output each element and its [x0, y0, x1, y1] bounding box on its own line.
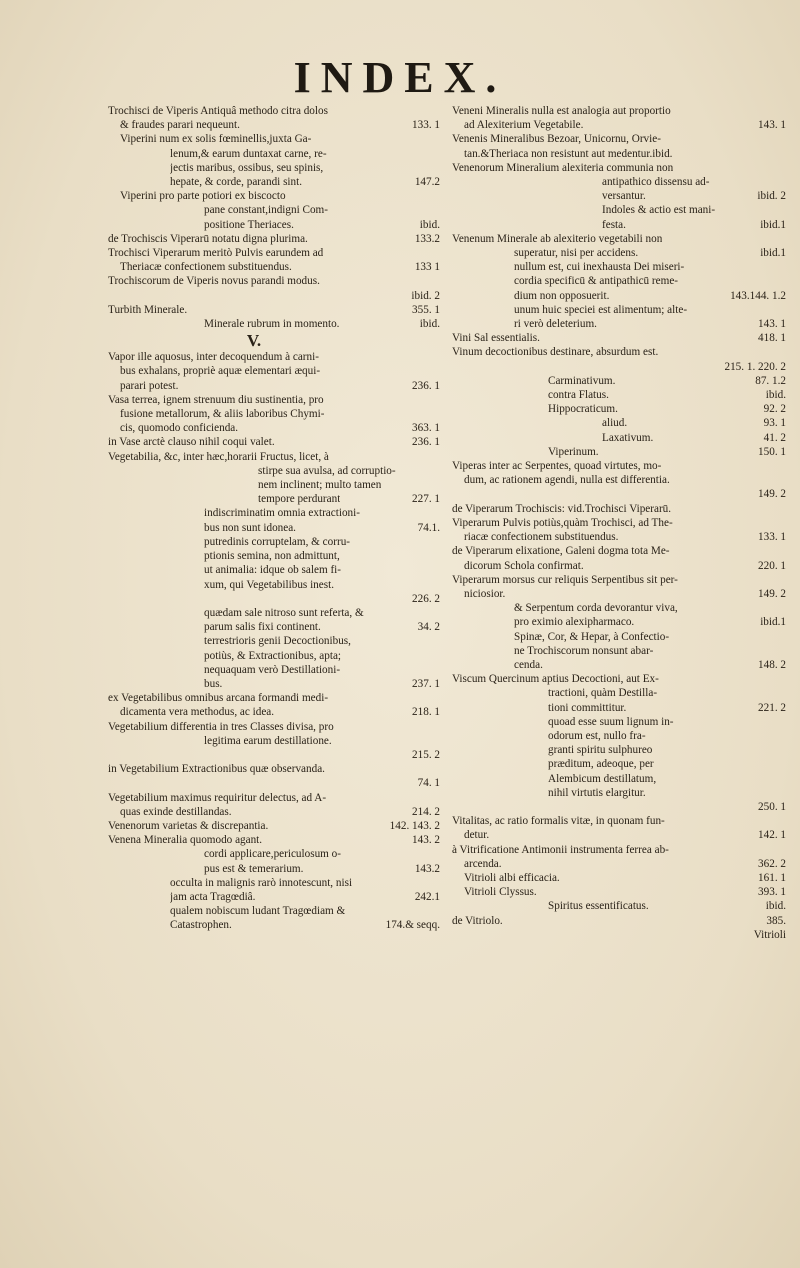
index-entry	[452, 317, 786, 331]
entry-text: nihil virtutis elargitur.	[548, 786, 646, 799]
entry-text: Trochisci Viperarum meritò Pulvis earundem ad	[108, 247, 324, 260]
page-reference: 226. 2	[412, 592, 440, 605]
index-entry	[452, 189, 786, 203]
entry-text: Vasa terrea, ignem strenuum diu sustinentia, pro	[108, 393, 324, 406]
index-entry	[452, 843, 786, 857]
entry-text: legitima earum destillatione.	[204, 734, 332, 747]
entry-text: Viperas inter ac Serpentes, quoad virtutes, mo-	[452, 460, 662, 473]
entry-text: dium non opposuerit.	[514, 289, 610, 302]
entry-text: Trochisci de Viperis Antiquâ methodo citra dolos	[108, 105, 328, 117]
entry-text: cis, quomodo conficienda.	[120, 422, 239, 435]
index-entry	[108, 833, 440, 847]
index-entry	[108, 535, 440, 549]
index-entry	[108, 147, 440, 161]
index-entry	[452, 828, 786, 842]
entry-text: Venenorum Mineralium alexiteria communia non	[452, 161, 674, 174]
index-entry	[108, 918, 440, 932]
page-reference: ibid.1	[760, 218, 786, 231]
index-entry	[452, 118, 786, 132]
page-reference: ibid. 2	[411, 289, 440, 302]
entry-text: ri verò deleterium.	[514, 318, 597, 331]
index-entry	[108, 303, 440, 317]
page-reference: 385.	[766, 914, 786, 927]
index-entry	[452, 388, 786, 402]
index-entry	[452, 658, 786, 672]
entry-text: contra Flatus.	[548, 389, 609, 402]
index-entry	[108, 232, 440, 246]
entry-text: cenda.	[514, 658, 543, 671]
entry-text: quoad esse suum lignum in-	[548, 715, 674, 728]
entry-text: riacæ confectionem substituendus.	[464, 531, 619, 544]
index-entry	[452, 885, 786, 899]
entry-text: Hippocraticum.	[548, 403, 618, 416]
page-reference: ibid.	[419, 318, 440, 331]
index-entry	[108, 464, 440, 478]
index-entry	[452, 630, 786, 644]
entry-text: superatur, nisi per accidens.	[514, 247, 639, 260]
index-entry	[452, 161, 786, 175]
index-entry	[108, 904, 440, 918]
index-entry	[452, 203, 786, 217]
entry-text: niciosior.	[464, 587, 506, 600]
index-entry	[452, 431, 786, 445]
entry-text: Vegetabilium differentia in tres Classes divisa, pro	[108, 720, 334, 733]
index-entry	[452, 786, 786, 800]
page-reference: 133. 1	[758, 531, 786, 544]
entry-text: indiscriminatim omnia extractioni-	[204, 507, 360, 520]
index-entry	[452, 573, 786, 587]
entry-text: à Vitrificatione Antimonii instrumenta ferrea ab-	[452, 843, 669, 856]
entry-text: versantur.	[602, 190, 646, 203]
page-reference: ibid.	[419, 218, 440, 231]
index-entry	[108, 663, 440, 677]
index-entry	[108, 506, 440, 520]
entry-text: xum, qui Vegetabilibus inest.	[204, 578, 334, 591]
entry-text: fusione metallorum, & aliis laboribus Chymi-	[120, 408, 325, 421]
index-entry	[452, 757, 786, 771]
entry-text: Viscum Quercinum aptius Decoctioni, aut Ex-	[452, 673, 659, 686]
entry-text: Viperinum.	[548, 445, 599, 458]
index-entry	[452, 232, 786, 246]
entry-text: parari potest.	[120, 379, 179, 392]
index-entry	[452, 729, 786, 743]
page-reference: 74. 1	[417, 777, 440, 790]
index-entry	[452, 175, 786, 189]
entry-text: Alembicum destillatum,	[548, 772, 657, 785]
entry-text: Vini Sal essentialis.	[452, 332, 540, 345]
index-entry	[108, 876, 440, 890]
page-reference: 363. 1	[412, 422, 440, 435]
entry-text: Viperarum Pulvis potiùs,quàm Trochisci, ad The-	[452, 516, 673, 529]
index-entry	[108, 634, 440, 648]
index-entry	[452, 218, 786, 232]
index-entry	[108, 563, 440, 577]
page-reference: 92. 2	[763, 403, 786, 416]
index-entry	[108, 720, 440, 734]
page-reference: 142. 1	[758, 829, 786, 842]
index-entry	[108, 350, 440, 364]
entry-text: Venenum Minerale ab alexiterio vegetabili non	[452, 232, 663, 245]
page-reference: 237. 1	[412, 677, 440, 690]
entry-text: arcenda.	[464, 857, 502, 870]
entry-text: Theriacæ confectionem substituendus.	[120, 261, 292, 274]
entry-text: dicamenta vera methodus, ac idea.	[120, 706, 275, 719]
entry-text: Viperini num ex solis fœminellis,juxta Ga-	[120, 133, 312, 146]
entry-text: Minerale rubrum in momento.	[204, 318, 340, 331]
index-entry	[108, 762, 440, 776]
entry-text: Vapor ille aquosus, inter decoquendum à carni-	[108, 351, 319, 364]
index-entry	[108, 478, 440, 492]
entry-text: Vegetabilium maximus requiritur delectus, ad A-	[108, 791, 327, 804]
index-entry	[108, 364, 440, 378]
page-reference: 149. 2	[758, 488, 786, 501]
entry-text: Carminativum.	[548, 374, 616, 387]
index-entry	[108, 791, 440, 805]
entry-text: Spinæ, Cor, & Hepar, à Confectio-	[514, 630, 670, 643]
index-entry	[452, 544, 786, 558]
index-entry	[452, 246, 786, 260]
entry-text: Spiritus essentificatus.	[548, 900, 649, 913]
entry-text: ut animalia: idque ob salem fi-	[204, 564, 342, 577]
page-reference: 250. 1	[758, 800, 786, 813]
index-entry	[108, 592, 440, 606]
index-entry	[108, 175, 440, 189]
index-entry	[108, 734, 440, 748]
entry-text: aliud.	[602, 417, 628, 430]
index-entry	[452, 686, 786, 700]
entry-text: Trochiscorum de Viperis novus parandi modus.	[108, 275, 320, 288]
index-entry	[452, 473, 786, 487]
index-entry	[108, 492, 440, 506]
index-entry	[108, 748, 440, 762]
page-reference: ibid.1	[760, 247, 786, 260]
entry-text: Vegetabilia, &c, inter hæc,horarii Fructus, licet, à	[108, 450, 329, 463]
entry-text: ptionis semina, non admittunt,	[204, 550, 340, 563]
entry-text: Viperini pro parte potiori ex biscocto	[120, 190, 286, 203]
page-reference: 87. 1.2	[755, 374, 786, 387]
entry-text: dicorum Schola confirmat.	[464, 559, 584, 572]
page-reference: 143.144. 1.2	[730, 289, 786, 302]
entry-text: nequaquam verò Destillationi-	[204, 663, 341, 676]
entry-text: pane constant,indigni Com-	[204, 204, 328, 217]
index-entry	[452, 416, 786, 430]
index-entry	[452, 331, 786, 345]
page-reference: 227. 1	[412, 493, 440, 506]
index-entry	[452, 502, 786, 516]
page-reference: ibid.1	[760, 616, 786, 629]
entry-text: tan.&Theriaca non resistunt aut medentur.ibid.	[464, 147, 673, 160]
entry-text: cordia specificū & antipathicū reme-	[514, 275, 679, 288]
entry-text: Vitrioli Clyssus.	[464, 886, 537, 899]
index-entry	[108, 649, 440, 663]
index-entry	[108, 450, 440, 464]
index-entry	[108, 862, 440, 876]
index-column-right	[452, 104, 786, 942]
entry-text: Veneni Mineralis nulla est analogia aut proportio	[452, 105, 671, 117]
entry-text: Venenorum varietas & discrepantia.	[108, 819, 269, 832]
page-reference: 221. 2	[758, 701, 786, 714]
entry-text: ex Vegetabilibus omnibus arcana formandi medi-	[108, 692, 329, 705]
entry-text: de Viperarum Trochiscis: vid.Trochisci Viperarū.	[452, 502, 672, 515]
page-reference: 41. 2	[763, 431, 786, 444]
index-entry	[452, 743, 786, 757]
index-entry	[452, 814, 786, 828]
index-column-left	[108, 104, 440, 933]
entry-text: Indoles & actio est mani-	[602, 204, 716, 217]
index-entry	[452, 274, 786, 288]
index-entry	[108, 161, 440, 175]
page-reference: 147.2	[414, 176, 440, 189]
entry-text: tractioni, quàm Destilla-	[548, 687, 658, 700]
entry-text: antipathico dissensu ad-	[602, 176, 710, 189]
index-entry	[108, 890, 440, 904]
page-reference: 161. 1	[758, 871, 786, 884]
index-entry	[108, 521, 440, 535]
entry-text: potiùs, & Extractionibus, apta;	[204, 649, 342, 662]
entry-text: Laxativum.	[602, 431, 654, 444]
entry-text: jectis maribus, ossibus, seu spinis,	[170, 161, 324, 174]
index-entry	[452, 800, 786, 814]
index-entry	[452, 701, 786, 715]
entry-text: putredinis corruptelam, & corru-	[204, 535, 351, 548]
index-entry	[452, 487, 786, 501]
index-entry	[108, 407, 440, 421]
page-reference: 74.1.	[417, 521, 440, 534]
index-entry	[108, 435, 440, 449]
index-entry	[108, 691, 440, 705]
entry-text: de Viperarum elixatione, Galeni dogma tota Me-	[452, 545, 670, 558]
page-reference: 143. 1	[758, 318, 786, 331]
entry-text: tioni committitur.	[548, 701, 627, 714]
index-entry	[452, 559, 786, 573]
index-entry	[452, 928, 786, 942]
page-reference: 149. 2	[758, 587, 786, 600]
entry-text: Viperarum morsus cur reliquis Serpentibus sit per-	[452, 573, 678, 586]
index-entry	[452, 104, 786, 118]
page-reference: Vitrioli	[753, 928, 786, 941]
entry-text: & Serpentum corda devorantur viva,	[514, 602, 678, 615]
entry-text: positione Theriaces.	[204, 218, 294, 231]
entry-text: odorum est, nullo fra-	[548, 729, 646, 742]
page-reference: ibid. 2	[757, 190, 786, 203]
entry-text: stirpe sua avulsa, ad corruptio-	[258, 464, 396, 477]
index-entry	[108, 203, 440, 217]
entry-text: hepate, & corde, parandi sint.	[170, 176, 303, 189]
page-reference: 418. 1	[758, 332, 786, 345]
entry-text: Vinum decoctionibus destinare, absurdum est.	[452, 346, 659, 359]
page-reference: 142. 143. 2	[389, 819, 440, 832]
index-entry	[108, 246, 440, 260]
entry-text: Turbith Minerale.	[108, 303, 188, 316]
index-entry	[452, 857, 786, 871]
index-entry	[452, 516, 786, 530]
index-entry	[452, 303, 786, 317]
entry-text: festa.	[602, 218, 626, 231]
index-entry	[452, 345, 786, 359]
page-reference: 215. 2	[412, 748, 440, 761]
index-entry	[108, 549, 440, 563]
entry-text: ne Trochiscorum nonsunt abar-	[514, 644, 654, 657]
entry-text: ad Alexiterium Vegetabile.	[464, 119, 584, 132]
index-entry	[452, 601, 786, 615]
page-reference: 236. 1	[412, 436, 440, 449]
index-entry	[452, 672, 786, 686]
entry-text: de Vitriolo.	[452, 914, 503, 927]
page-title: INDEX.	[293, 53, 507, 102]
index-entry	[108, 847, 440, 861]
index-entry	[452, 587, 786, 601]
index-entry	[452, 871, 786, 885]
entry-text: pro eximio alexipharmaco.	[514, 616, 635, 629]
page-reference: 93. 1	[763, 417, 786, 430]
entry-text: Venenis Mineralibus Bezoar, Unicornu, Orvie-	[452, 133, 661, 146]
index-entry	[108, 606, 440, 620]
entry-text: tempore perdurant	[258, 493, 341, 506]
entry-text: pus est & temerarium.	[204, 862, 304, 875]
index-entry	[452, 615, 786, 629]
index-entry	[452, 289, 786, 303]
entry-text: Venena Mineralia quomodo agant.	[108, 834, 263, 847]
entry-text: lenum,& earum duntaxat carne, re-	[170, 147, 327, 160]
page-reference: 133. 1	[412, 119, 440, 132]
entry-text: qualem nobiscum ludant Tragœdiam &	[170, 905, 346, 918]
entry-text: nullum est, cui inexhausta Dei miseri-	[514, 261, 685, 274]
index-entry	[452, 360, 786, 374]
index-entry	[108, 289, 440, 303]
index-entry	[108, 189, 440, 203]
entry-text: in Vase arctè clauso nihil coqui valet.	[108, 436, 275, 449]
index-entry	[108, 578, 440, 592]
entry-text: detur.	[464, 829, 490, 842]
index-entry	[108, 393, 440, 407]
index-entry	[452, 260, 786, 274]
index-entry	[452, 459, 786, 473]
entry-text: nem inclinent; multo tamen	[258, 479, 382, 492]
entry-text: terrestrioris genii Decoctionibus,	[204, 635, 351, 648]
page-reference: 214. 2	[412, 805, 440, 818]
index-entry	[108, 705, 440, 719]
entry-text: parum salis fixi continent.	[204, 621, 321, 634]
page-reference: 355. 1	[412, 303, 440, 316]
index-entry	[108, 317, 440, 331]
page-reference: 236. 1	[412, 379, 440, 392]
page-reference: 150. 1	[758, 445, 786, 458]
page-reference: 148. 2	[758, 658, 786, 671]
page-reference: ibid.	[765, 389, 786, 402]
index-entry	[452, 772, 786, 786]
index-entry	[452, 445, 786, 459]
index-entry	[108, 677, 440, 691]
index-entry	[108, 819, 440, 833]
entry-text: cordi applicare,periculosum o-	[204, 848, 341, 861]
page-reference: 143. 1	[758, 119, 786, 132]
entry-text: Vitalitas, ac ratio formalis vitæ, in quonam fun-	[452, 815, 665, 828]
section-letter: V.	[246, 331, 262, 351]
index-entry	[108, 274, 440, 288]
index-entry	[108, 118, 440, 132]
entry-text: quædam sale nitroso sunt referta, &	[204, 606, 364, 619]
index-entry	[452, 715, 786, 729]
page-reference: 143.2	[414, 862, 440, 875]
entry-text: Vitrioli albi efficacia.	[464, 871, 560, 884]
index-entry	[452, 914, 786, 928]
entry-text: jam acta Tragœdiâ.	[170, 890, 256, 903]
page-reference: 220. 1	[758, 559, 786, 572]
page-reference: 218. 1	[412, 706, 440, 719]
entry-text: de Trochiscis Viperarū notatu digna plurima.	[108, 232, 308, 245]
page-reference: 393. 1	[758, 886, 786, 899]
page-reference: 362. 2	[758, 857, 786, 870]
index-entry	[108, 805, 440, 819]
index-entry	[108, 776, 440, 790]
entry-text: unum huic speciei est alimentum; alte-	[514, 303, 688, 316]
entry-text: quas exinde destillandas.	[120, 805, 232, 818]
entry-text: in Vegetabilium Extractionibus quæ observanda.	[108, 763, 325, 776]
index-entry	[108, 260, 440, 274]
index-entry	[452, 899, 786, 913]
index-entry	[452, 644, 786, 658]
page-reference: 34. 2	[417, 621, 440, 634]
index-entry	[108, 104, 440, 118]
page-reference: 242.1	[414, 890, 440, 903]
index-entry	[108, 421, 440, 435]
page-reference: 174.& seqq.	[385, 919, 440, 932]
entry-text: præditum, adeoque, per	[548, 758, 654, 771]
entry-text: granti spiritu sulphureo	[548, 744, 653, 757]
index-entry	[108, 379, 440, 393]
index-entry	[108, 132, 440, 146]
entry-text: dum, ac rationem agendi, nulla est differentia.	[464, 474, 670, 487]
index-entry	[452, 374, 786, 388]
entry-text: bus.	[204, 677, 223, 690]
entry-text: occulta in malignis rarò innotescunt, nisi	[170, 876, 353, 889]
index-entry	[108, 218, 440, 232]
page-reference: ibid.	[765, 900, 786, 913]
page-reference: 133 1	[414, 261, 440, 274]
entry-text: bus non sunt idonea.	[204, 521, 296, 534]
index-entry	[452, 132, 786, 146]
page-reference: 143. 2	[412, 834, 440, 847]
entry-text: bus exhalans, propriè aquæ elementari æqui-	[120, 365, 321, 378]
page-reference: 215. 1. 220. 2	[724, 360, 786, 373]
page-reference: 133.2	[414, 232, 440, 245]
index-entry	[452, 402, 786, 416]
entry-text: Catastrophen.	[170, 919, 232, 932]
entry-text: & fraudes parari nequeunt.	[120, 119, 240, 132]
index-entry	[452, 530, 786, 544]
index-entry	[452, 147, 786, 161]
index-entry	[108, 620, 440, 634]
